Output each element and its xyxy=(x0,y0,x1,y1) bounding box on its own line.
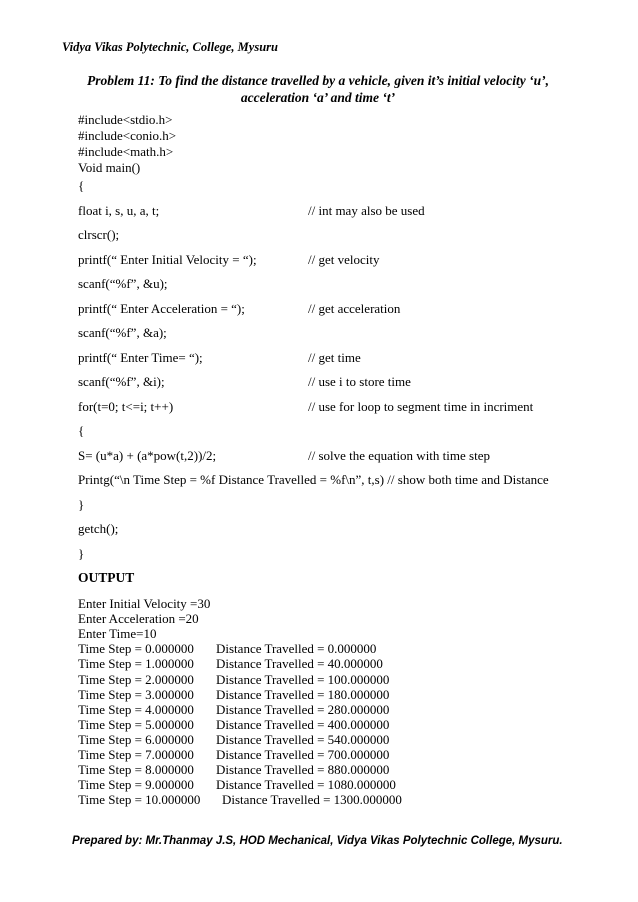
output-time-step: Time Step = 10.000000 xyxy=(78,792,201,808)
code-line: } xyxy=(78,496,85,512)
code-line: S= (u*a) + (a*pow(t,2))/2; xyxy=(78,447,217,463)
output-distance: Distance Travelled = 180.000000 xyxy=(216,686,390,702)
output-distance: Distance Travelled = 1300.000000 xyxy=(222,792,402,808)
output-heading: OUTPUT xyxy=(78,570,135,585)
output-input-line: Enter Time=10 xyxy=(78,626,157,642)
output-time-step: Time Step = 9.000000 xyxy=(78,777,194,793)
code-line: } xyxy=(78,545,85,561)
code-line: Printg(“\n Time Step = %f Distance Travelled = %f\n”, t,s) // show both time and Distance xyxy=(78,472,549,487)
output-time-step: Time Step = 3.000000 xyxy=(78,686,194,702)
code-include-line: #include<stdio.h> xyxy=(78,112,173,127)
output-time-step: Time Step = 7.000000 xyxy=(78,747,194,762)
output-distance: Distance Travelled = 1080.000000 xyxy=(216,777,396,793)
code-line: printf(“ Enter Acceleration = “); xyxy=(78,300,245,316)
code-line: printf(“ Enter Time= “); xyxy=(78,349,203,365)
code-comment: // get acceleration xyxy=(308,300,401,316)
code-line: { xyxy=(78,178,85,193)
code-comment: // solve the equation with time step xyxy=(308,447,490,463)
code-include-line: Void main() xyxy=(78,160,141,175)
output-time-step: Time Step = 5.000000 xyxy=(78,716,194,732)
code-line: getch(); xyxy=(78,521,119,536)
code-line: for(t=0; t<=i; t++) xyxy=(78,398,174,414)
code-line: clrscr(); xyxy=(78,227,120,242)
code-include-line: #include<conio.h> xyxy=(78,128,177,143)
output-distance: Distance Travelled = 280.000000 xyxy=(216,701,390,717)
output-time-step: Time Step = 1.000000 xyxy=(78,656,194,672)
output-distance: Distance Travelled = 40.000000 xyxy=(216,656,383,672)
output-time-step: Time Step = 0.000000 xyxy=(78,641,194,657)
output-distance: Distance Travelled = 400.000000 xyxy=(216,716,390,732)
output-distance: Distance Travelled = 100.000000 xyxy=(216,671,390,687)
code-comment: // get velocity xyxy=(308,251,380,267)
output-time-step: Time Step = 2.000000 xyxy=(78,671,194,687)
output-time-step: Time Step = 4.000000 xyxy=(78,701,194,717)
code-line: scanf(“%f”, &a); xyxy=(78,325,167,340)
code-comment: // use i to store time xyxy=(308,374,411,389)
output-input-line: Enter Acceleration =20 xyxy=(78,611,199,627)
output-distance: Distance Travelled = 0.000000 xyxy=(216,641,377,657)
output-distance: Distance Travelled = 880.000000 xyxy=(216,762,390,778)
problem-title-line-2: acceleration ‘a’ and time ‘t’ xyxy=(240,90,396,105)
code-line: printf(“ Enter Initial Velocity = “); xyxy=(78,251,257,267)
output-time-step: Time Step = 8.000000 xyxy=(78,762,194,778)
output-input-line: Enter Initial Velocity =30 xyxy=(78,596,211,611)
page-footer: Prepared by: Mr.Thanmay J.S, HOD Mechanical, Vidya Vikas Polytechnic College, Mysuru. xyxy=(72,835,563,847)
code-comment: // int may also be used xyxy=(308,202,425,218)
code-line: scanf(“%f”, &u); xyxy=(78,276,168,291)
problem-title-line-1: Problem 11: To find the distance travelled by a vehicle, given it’s initial velocity ‘u’, xyxy=(87,73,549,88)
code-comment: // use for loop to segment time in incriment xyxy=(308,398,534,414)
code-line: scanf(“%f”, &i); xyxy=(78,374,165,389)
problem-title xyxy=(78,72,558,106)
code-line: { xyxy=(78,423,85,438)
output-distance: Distance Travelled = 540.000000 xyxy=(216,731,390,747)
output-distance: Distance Travelled = 700.000000 xyxy=(216,747,390,762)
output-time-step: Time Step = 6.000000 xyxy=(78,731,194,747)
code-line: float i, s, u, a, t; xyxy=(78,202,160,218)
code-include-line: #include<math.h> xyxy=(78,144,174,159)
code-comment: // get time xyxy=(308,349,361,365)
page-header: Vidya Vikas Polytechnic, College, Mysuru xyxy=(62,40,278,54)
